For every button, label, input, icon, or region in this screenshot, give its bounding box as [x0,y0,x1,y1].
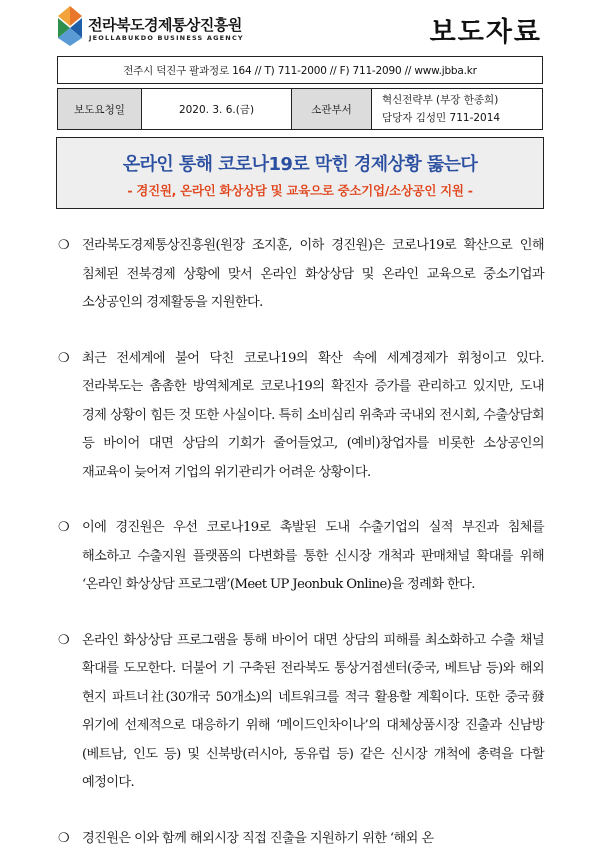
bullet-circle-icon: ❍ [58,632,70,648]
contact-address-bar [57,56,543,84]
headline-box [56,137,544,209]
subheadline: - 경진원, 온라인 화상상담 및 교육으로 중소기업/소상공인 지원 - [127,183,473,198]
paragraph-text: 최근 전세계에 불어 닥친 코로나19의 확산 속에 세계경제가 휘청이고 있다. 전라북도는 촘촘한 방역체계로 코로나19의 확진자 증가를 관리하고 있지만, 도내 경제 상황이 힘든 것 또한 사실이다. 특히 소비심리 위축과 국내외 전시회, 수출상담회 등 바이어 대면 상담의 기회가 줄어들었고, (예비)창업자를 비롯한 소상공인의 재교육이 늦어져 기업의 위기관리가 어려운 상황이다. [82,350,544,480]
letterhead [58,6,544,58]
paragraph-text: 경진원은 이와 함께 해외시장 직접 진출을 지원하기 위한 ‘해외 온 [82,830,434,846]
agency-logo-icon [58,6,82,46]
paragraph [58,627,544,798]
paragraph [58,825,544,849]
paragraph-text: 온라인 화상상담 프로그램을 통해 바이어 대면 상담의 피해를 최소화하고 수출 채널 확대를 도모한다. 더불어 기 구축된 전라북도 통상거점센터(중국, 베트남 등)와 해외 현지 파트너社(30개국 50개소)의 네트워크를 적극 활용할 계획이다. 또한 중국發 위기에 선제적으로 대응하기 위해 ‘메이드인차이나’의 대체상품시장 진출과 신남방(베트남, 인도 등) 및 신북방(러시아, 동유럽 등) 같은 신시장 개척에 총력을 다할 예정이다. [82,632,544,790]
bullet-circle-icon: ❍ [58,520,70,535]
department-label: 소관부서 [292,89,372,130]
department-contact [372,89,543,130]
release-info-table [57,88,543,130]
department-name: 혁신전략부 (부장 한종희) [382,94,499,106]
document-type-title: 보도자료 [429,17,542,48]
paragraph [58,514,544,600]
paragraph [58,345,544,488]
bullet-circle-icon: ❍ [58,238,70,253]
request-date-label: 보도요청일 [58,89,142,130]
paragraph-text: 전라북도경제통상진흥원(원장 조지훈, 이하 경진원)은 코로나19로 확산으로 인해 침체된 전북경제 상황에 맞서 온라인 화상상담 및 온라인 교육으로 중소기업과 소상공인의 경제활동을 지원한다. [82,238,544,310]
article-body [58,232,544,849]
request-date-value: 2020. 3. 6.(금) [142,89,292,130]
bullet-circle-icon: ❍ [58,830,70,846]
paragraph-text: 이에 경진원은 우선 코로나19로 촉발된 도내 수출기업의 실적 부진과 침체를 해소하고 수출지원 플랫폼의 다변화를 통한 신시장 개척과 판매채널 확대를 위해 ‘온라인 화상상담 프로그램’(Meet UP Jeonbuk Online)을 정례화 한다. [82,520,544,592]
bullet-circle-icon: ❍ [58,350,70,366]
contact-address-text: 전주시 덕진구 팔과정로 164 // T) 711-2000 // F) 711-2090 // www.jbba.kr [123,64,477,77]
contact-person: 담당자 김성민 711-2014 [382,112,501,124]
headline: 온라인 통해 코로나19로 막힌 경제상황 뚫는다 [122,154,478,175]
organization-name: 전라북도경제통상진흥원 [88,16,242,34]
paragraph [58,232,544,318]
organization-name-english: JEOLLABUKDO BUSINESS AGENCY [89,34,244,42]
